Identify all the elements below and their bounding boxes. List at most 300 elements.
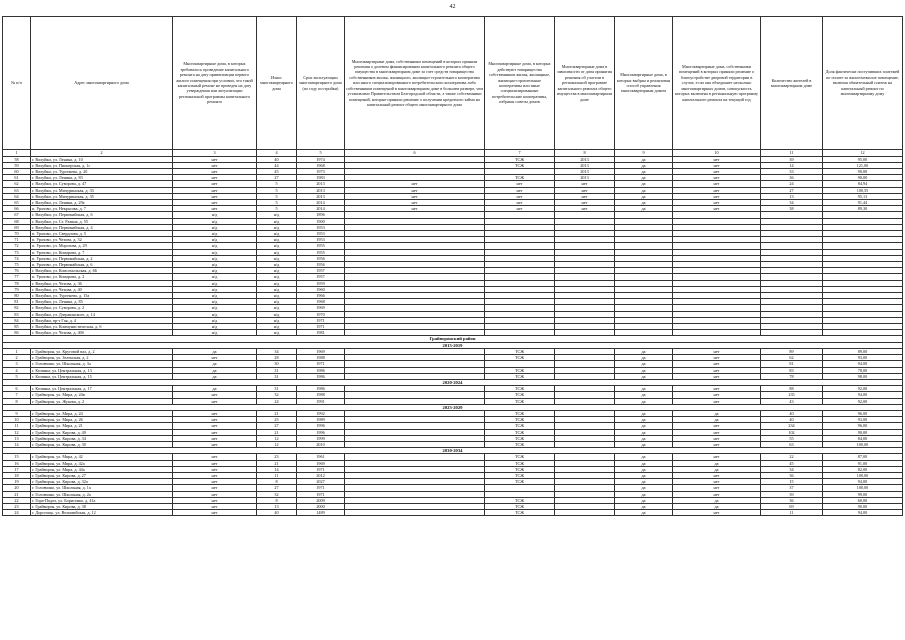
address-cell: г. Валуйки, ул. Ленина, д. 10: [31, 156, 173, 162]
table-cell: ТСЖ: [485, 460, 555, 466]
table-cell: 79: [3, 286, 31, 292]
table-cell: 84,94: [823, 181, 903, 187]
period-label: 2020-2024: [3, 379, 903, 385]
table-cell: 88: [761, 386, 823, 392]
table-cell: 65: [3, 200, 31, 206]
table-cell: 60: [3, 169, 31, 175]
col-number: 5: [297, 150, 345, 157]
table-cell: ТСЖ: [485, 348, 555, 354]
table-cell: 63: [761, 441, 823, 447]
table-cell: 89,30: [823, 206, 903, 212]
table-cell: 1971: [297, 361, 345, 367]
table-cell: нет: [673, 429, 761, 435]
table-cell: да: [615, 441, 673, 447]
table-cell: 10: [3, 417, 31, 423]
address-cell: п. Уразово, ул. Некрасова, д. 7: [31, 206, 173, 212]
address-cell: г. Грайворон, ул. Кирова, д. 30: [31, 441, 173, 447]
col-number: 7: [485, 150, 555, 157]
table-cell: нет: [345, 181, 485, 187]
table-cell: 90,00: [823, 503, 903, 509]
table-cell: нет: [673, 485, 761, 491]
table-cell: 1968: [297, 299, 345, 305]
table-cell: да: [615, 460, 673, 466]
table-cell: да: [673, 460, 761, 466]
table-cell: нет: [173, 398, 257, 404]
table-cell: 5: [257, 206, 297, 212]
table-cell: да: [615, 193, 673, 199]
table-cell: 14: [761, 162, 823, 168]
table-cell: 82: [3, 305, 31, 311]
table-cell: н/д: [173, 317, 257, 323]
table-cell: 27: [257, 175, 297, 181]
table-cell: н/д: [173, 324, 257, 330]
header-row: [3, 17, 903, 150]
table-cell: ТСЖ: [485, 367, 555, 373]
table-cell: 95,00: [823, 156, 903, 162]
table-cell: 11: [761, 510, 823, 516]
col-number: 9: [615, 150, 673, 157]
table-cell: да: [615, 373, 673, 379]
table-cell: да: [615, 503, 673, 509]
table-cell: 13: [3, 435, 31, 441]
table-cell: 72: [3, 243, 31, 249]
table-cell: 32: [257, 392, 297, 398]
table-cell: нет: [673, 386, 761, 392]
table-cell: 2012: [297, 472, 345, 478]
table-cell: 90,00: [823, 175, 903, 181]
col-number: 12: [823, 150, 903, 157]
address-cell: г. Грайворон, ул. Жукова, д. 2: [31, 398, 173, 404]
table-cell: 2000: [297, 503, 345, 509]
table-cell: н/д: [257, 231, 297, 237]
table-cell: 36: [761, 175, 823, 181]
period-label: 2025-2029: [3, 404, 903, 410]
table-cell: 1986: [297, 386, 345, 392]
address-cell: г. Валуйки, ул. Комсомольская, д. 66: [31, 268, 173, 274]
table-cell: нет: [485, 206, 555, 212]
table-cell: нет: [673, 423, 761, 429]
table-cell: ТСЖ: [485, 479, 555, 485]
table-cell: 75: [3, 262, 31, 268]
table-cell: 14: [257, 466, 297, 472]
table-cell: н/д: [173, 237, 257, 243]
table-cell: 102: [761, 429, 823, 435]
table-cell: 6: [3, 386, 31, 392]
table-cell: 90,00: [823, 429, 903, 435]
table-cell: 34: [257, 348, 297, 354]
table-cell: нет: [555, 193, 615, 199]
table-cell: 40: [761, 410, 823, 416]
table-cell: 24: [3, 510, 31, 516]
table-cell: 1966: [297, 293, 345, 299]
table-cell: н/д: [173, 255, 257, 261]
table-cell: да: [615, 510, 673, 516]
table-cell: 1968: [297, 162, 345, 168]
table-cell: н/д: [257, 249, 297, 255]
table-cell: н/д: [173, 280, 257, 286]
table-cell: н/д: [173, 286, 257, 292]
col-number: 2: [31, 150, 173, 157]
table-cell: 1989: [297, 417, 345, 423]
table-cell: да: [615, 169, 673, 175]
table-cell: 39: [761, 156, 823, 162]
table-cell: нет: [173, 181, 257, 187]
table-cell: нет: [173, 429, 257, 435]
table-cell: нет: [173, 175, 257, 181]
table-cell: 78: [761, 373, 823, 379]
table-cell: 235: [761, 392, 823, 398]
table-cell: нет: [673, 435, 761, 441]
table-cell: нет: [173, 510, 257, 516]
table-cell: 1986: [297, 373, 345, 379]
table-cell: 94,00: [823, 392, 903, 398]
table-cell: нет: [673, 169, 761, 175]
table-cell: 121,00: [823, 162, 903, 168]
table-cell: ТСЖ: [485, 429, 555, 435]
table-cell: 58: [3, 156, 31, 162]
table-cell: нет: [173, 472, 257, 478]
table-cell: 82,00: [823, 466, 903, 472]
address-cell: п. Уразово, ул. Чехова, д. 32: [31, 237, 173, 243]
table-cell: 61: [3, 175, 31, 181]
table-cell: 2013: [555, 175, 615, 181]
table-cell: нет: [173, 200, 257, 206]
col-number: 3: [173, 150, 257, 157]
table-cell: ТСЖ: [485, 510, 555, 516]
table-cell: 91,00: [823, 460, 903, 466]
table-cell: 5: [257, 200, 297, 206]
table-cell: 2013: [297, 187, 345, 193]
table-cell: 27: [761, 187, 823, 193]
table-cell: 1956: [297, 255, 345, 261]
address-cell: г. Валуйки, ул. Чехова, д. 36: [31, 280, 173, 286]
table-cell: 1955: [297, 243, 345, 249]
table-cell: 64: [3, 193, 31, 199]
address-cell: г. Грайворон, ул. Мира, д. 44а: [31, 466, 173, 472]
table-cell: 70: [3, 231, 31, 237]
table-cell: 25: [257, 417, 297, 423]
table-cell: нет: [673, 200, 761, 206]
table-cell: 1900: [297, 218, 345, 224]
table-cell: 1960: [297, 286, 345, 292]
table-cell: 94,00: [823, 361, 903, 367]
table-cell: нет: [673, 441, 761, 447]
table-cell: 14: [3, 441, 31, 447]
table-cell: да: [615, 479, 673, 485]
table-cell: 100,55: [823, 187, 903, 193]
table-cell: н/д: [173, 311, 257, 317]
table-cell: нет: [673, 193, 761, 199]
table-cell: 1953: [297, 224, 345, 230]
table-cell: 31: [257, 373, 297, 379]
table-cell: 39: [761, 491, 823, 497]
table-cell: 76: [3, 268, 31, 274]
table-cell: да: [615, 181, 673, 187]
table-cell: нет: [345, 187, 485, 193]
table-cell: 1969: [297, 460, 345, 466]
table-cell: н/д: [173, 212, 257, 218]
table-cell: 84: [3, 317, 31, 323]
table-cell: 5: [257, 181, 297, 187]
col-header-age: Срок эксплуатации многоквартирного дома (по году постройки): [297, 17, 345, 150]
table-cell: нет: [173, 503, 257, 509]
table-cell: 44: [257, 162, 297, 168]
table-cell: 59: [3, 162, 31, 168]
table-cell: да: [673, 417, 761, 423]
address-cell: г. Грайворон, ул. Круговой вал, д. 2: [31, 348, 173, 354]
table-cell: 94,00: [823, 479, 903, 485]
table-cell: 31: [257, 386, 297, 392]
address-cell: г. Валуйки, ул. Ленина, д. 29а: [31, 200, 173, 206]
table-cell: 11: [3, 423, 31, 429]
address-cell: г. Валуйки, ул. Первомайская, д. 6: [31, 212, 173, 218]
table-cell: нет: [555, 187, 615, 193]
table-cell: 17: [3, 466, 31, 472]
table-cell: да: [615, 423, 673, 429]
table-cell: нет: [173, 497, 257, 503]
table-cell: нет: [173, 485, 257, 491]
table-cell: 45: [257, 169, 297, 175]
table-cell: 18: [3, 472, 31, 478]
table-cell: [345, 510, 485, 516]
table-cell: 7: [3, 392, 31, 398]
table-cell: н/д: [257, 280, 297, 286]
table-cell: 1992: [297, 410, 345, 416]
table-cell: 31: [257, 367, 297, 373]
table-cell: 2014: [297, 200, 345, 206]
table-cell: ТСЖ: [485, 497, 555, 503]
table-cell: 33: [761, 169, 823, 175]
table-cell: н/д: [173, 262, 257, 268]
col-header-address: Адрес многоквартирного дома: [31, 17, 173, 150]
table-cell: 21: [257, 429, 297, 435]
table-cell: 100,00: [823, 441, 903, 447]
table-cell: н/д: [257, 293, 297, 299]
table-cell: 1988: [297, 392, 345, 398]
address-cell: г. Грайворон, ул. Кирова, д. 32а: [31, 479, 173, 485]
address-cell: г. Валуйки, ул. Ст. Разина, д. 55: [31, 218, 173, 224]
table-cell: 1971: [297, 485, 345, 491]
table-cell: 92,00: [823, 386, 903, 392]
table-cell: 74: [3, 255, 31, 261]
col-header-hoa: Многоквартирные дома, в которых действуют товарищества собственников жилья, жилищные, жилищно-строительные кооперативы или иные специализированные потребительские кооперативы, избраны советы домов: [485, 17, 555, 150]
district-title: Грайворонский район: [3, 336, 903, 342]
table-cell: 1986: [297, 367, 345, 373]
table-cell: 92,00: [823, 398, 903, 404]
table-cell: нет: [173, 460, 257, 466]
table-cell: нет: [173, 435, 257, 441]
table-cell: нет: [173, 162, 257, 168]
table-cell: да: [615, 355, 673, 361]
table-cell: 21: [257, 410, 297, 416]
table-cell: нет: [673, 491, 761, 497]
table-cell: ТСЖ: [485, 373, 555, 379]
address-cell: г. Головчино, ул. Школьная, д. 2а: [31, 491, 173, 497]
table-cell: 37: [761, 485, 823, 491]
table-cell: н/д: [173, 274, 257, 280]
table-cell: н/д: [257, 324, 297, 330]
table-cell: 1969: [297, 305, 345, 311]
address-cell: г. Грайворон, ул. Мира, д. 24: [31, 410, 173, 416]
address-cell: г. Грайворон, ул. Кирова, д. 27: [31, 472, 173, 478]
table-cell: ТСЖ: [485, 441, 555, 447]
address-cell: г. Валуйки, пр-т Гая, д. 4: [31, 317, 173, 323]
table-cell: ТСЖ: [485, 392, 555, 398]
table-cell: н/д: [257, 305, 297, 311]
table-cell: ТСЖ: [485, 355, 555, 361]
table-cell: 1983: [297, 175, 345, 181]
table-cell: да: [615, 156, 673, 162]
table-cell: 1974: [297, 156, 345, 162]
table-cell: 83: [3, 311, 31, 317]
col-header-repair-needed: Многоквартирные дома, в которых требовалось проведение капитального ремонта на дату приватизации первого жилого помещения при условии, что такой капитальный ремонт не проведен на дату утверждения или актуализации региональной программы капитального ремонта: [173, 17, 257, 150]
table-cell: 100,00: [823, 472, 903, 478]
table-cell: н/д: [173, 224, 257, 230]
table-cell: 89,00: [823, 348, 903, 354]
apartment-buildings-table: [2, 16, 903, 516]
address-cell: г. Валуйки, ул. Дзержинского, д. 14: [31, 311, 173, 317]
table-cell: 1988: [297, 355, 345, 361]
table-cell: да: [615, 206, 673, 212]
address-cell: г. Головчино, ул. Школьная, д. 1а: [31, 485, 173, 491]
col-number: 10: [673, 150, 761, 157]
table-cell: 5: [257, 187, 297, 193]
table-cell: нет: [173, 466, 257, 472]
address-cell: г. Головчино, ул. Школьная, д. 3а: [31, 361, 173, 367]
table-cell: 69: [761, 503, 823, 509]
address-cell: г. Валуйки, ул. Мичуринская, д. 35: [31, 193, 173, 199]
address-cell: п. Уразово, ул. Комарова, д. 7: [31, 249, 173, 255]
table-cell: н/д: [257, 224, 297, 230]
table-cell: нет: [673, 398, 761, 404]
table-cell: 62: [761, 355, 823, 361]
col-header-residents: Количество жителей в многоквартирном доме: [761, 17, 823, 150]
col-header-wear: Износ многоквартирного дома: [257, 17, 297, 150]
table-cell: 81: [761, 361, 823, 367]
table-cell: 66: [3, 206, 31, 212]
table-cell: 16: [3, 460, 31, 466]
table-cell: ТСЖ: [485, 454, 555, 460]
table-cell: нет: [673, 472, 761, 478]
table-cell: н/д: [257, 311, 297, 317]
table-cell: ТСЖ: [485, 156, 555, 162]
col-number: 1: [3, 150, 31, 157]
table-cell: 93,00: [823, 355, 903, 361]
table-cell: 1971: [297, 491, 345, 497]
table-cell: 91,44: [823, 200, 903, 206]
table-cell: нет: [555, 200, 615, 206]
table-cell: н/д: [257, 268, 297, 274]
column-number-row: [3, 150, 903, 157]
table-cell: нет: [673, 175, 761, 181]
table-cell: 5: [257, 193, 297, 199]
table-cell: 15: [761, 479, 823, 485]
table-cell: нет: [673, 361, 761, 367]
table-cell: ТСЖ: [485, 162, 555, 168]
table-cell: 1970: [297, 311, 345, 317]
address-cell: г. Грайворон, ул. Кирова, д. 38: [31, 503, 173, 509]
table-cell: 2009: [297, 497, 345, 503]
address-cell: г. Гора-Подол, ул. Борисенко, д. 41а: [31, 497, 173, 503]
table-cell: да: [673, 497, 761, 503]
col-header-payments: Доля фактически поступивших платежей по оплате за жилое/нежилое помещение, включая обязательный платеж на капитальный ремонт по многоквартирному дому: [823, 17, 903, 150]
table-cell: 21: [257, 460, 297, 466]
table-cell: 1996: [297, 429, 345, 435]
table-cell: нет: [673, 348, 761, 354]
table-cell: 24: [257, 398, 297, 404]
col-header-management: Многоквартирные дома, в которых выбран и реализован способ управления многоквартирным домом: [615, 17, 673, 150]
address-cell: г. Грайворон, ул. Мира, д. 42а: [31, 460, 173, 466]
table-cell: 11: [257, 472, 297, 478]
table-cell: нет: [173, 479, 257, 485]
address-cell: г. Валуйки, ул. Чехова, д. 40: [31, 286, 173, 292]
table-cell: 1996: [297, 423, 345, 429]
table-cell: да: [615, 410, 673, 416]
table-cell: 80: [3, 293, 31, 299]
table-cell: 36: [761, 497, 823, 503]
table-cell: 20: [3, 485, 31, 491]
table-cell: н/д: [173, 299, 257, 305]
table-cell: 89: [761, 348, 823, 354]
table-cell: нет: [173, 187, 257, 193]
col-header-num: № п/п: [3, 17, 31, 150]
table-cell: 2013: [555, 156, 615, 162]
table-cell: нет: [173, 410, 257, 416]
table-cell: 1999: [297, 435, 345, 441]
address-cell: п. Уразово, ул. Морозова, д. 29: [31, 243, 173, 249]
table-cell: 9: [3, 410, 31, 416]
table-cell: да: [615, 417, 673, 423]
table-cell: 99,00: [823, 491, 903, 497]
table-cell: нет: [673, 479, 761, 485]
table-cell: 1991: [297, 398, 345, 404]
table-cell: ТСЖ: [485, 386, 555, 392]
table-cell: 68: [3, 218, 31, 224]
table-cell: 30: [257, 361, 297, 367]
table-cell: ТСЖ: [485, 503, 555, 509]
col-number: 4: [257, 150, 297, 157]
table-cell: да: [615, 367, 673, 373]
table-cell: ТСЖ: [485, 410, 555, 416]
table-cell: 13: [761, 193, 823, 199]
address-cell: г. Валуйки, ул. Суворова, д. 2: [31, 305, 173, 311]
table-cell: 69: [3, 224, 31, 230]
table-cell: н/д: [257, 299, 297, 305]
table-cell: да: [615, 485, 673, 491]
address-cell: п. Уразово, ул. Свердлова, д. 5: [31, 231, 173, 237]
table-cell: 98,00: [823, 373, 903, 379]
address-cell: г. Валуйки, ул. Коммунистическая, д. 6: [31, 324, 173, 330]
table-cell: н/д: [257, 255, 297, 261]
table-cell: да: [615, 361, 673, 367]
table-cell: 78,00: [823, 367, 903, 373]
address-cell: г. Дорогощь, ул. Велимийская, д. 12: [31, 510, 173, 516]
address-cell: г. Грайворон, ул. Мира, д. 42: [31, 454, 173, 460]
table-cell: 21: [3, 491, 31, 497]
col-header-decision-date: Многоквартирные дома в зависимости от даты принятия решения об участии в региональной программе капитального ремонта общего имущества в многоквартирном доме: [555, 17, 615, 150]
table-cell: н/д: [257, 243, 297, 249]
table-cell: нет: [345, 193, 485, 199]
table-cell: 19: [3, 479, 31, 485]
address-cell: г. Валуйки, ул. Мичуринская, д. 33: [31, 187, 173, 193]
address-cell: г. Козинка, ул. Центральная, д. 13: [31, 367, 173, 373]
address-cell: г. Валуйки, ул. Ленина, д. 85: [31, 299, 173, 305]
table-cell: да: [615, 435, 673, 441]
table-cell: да: [673, 503, 761, 509]
table-cell: 71: [3, 237, 31, 243]
table-cell: 12: [257, 435, 297, 441]
table-cell: н/д: [173, 243, 257, 249]
